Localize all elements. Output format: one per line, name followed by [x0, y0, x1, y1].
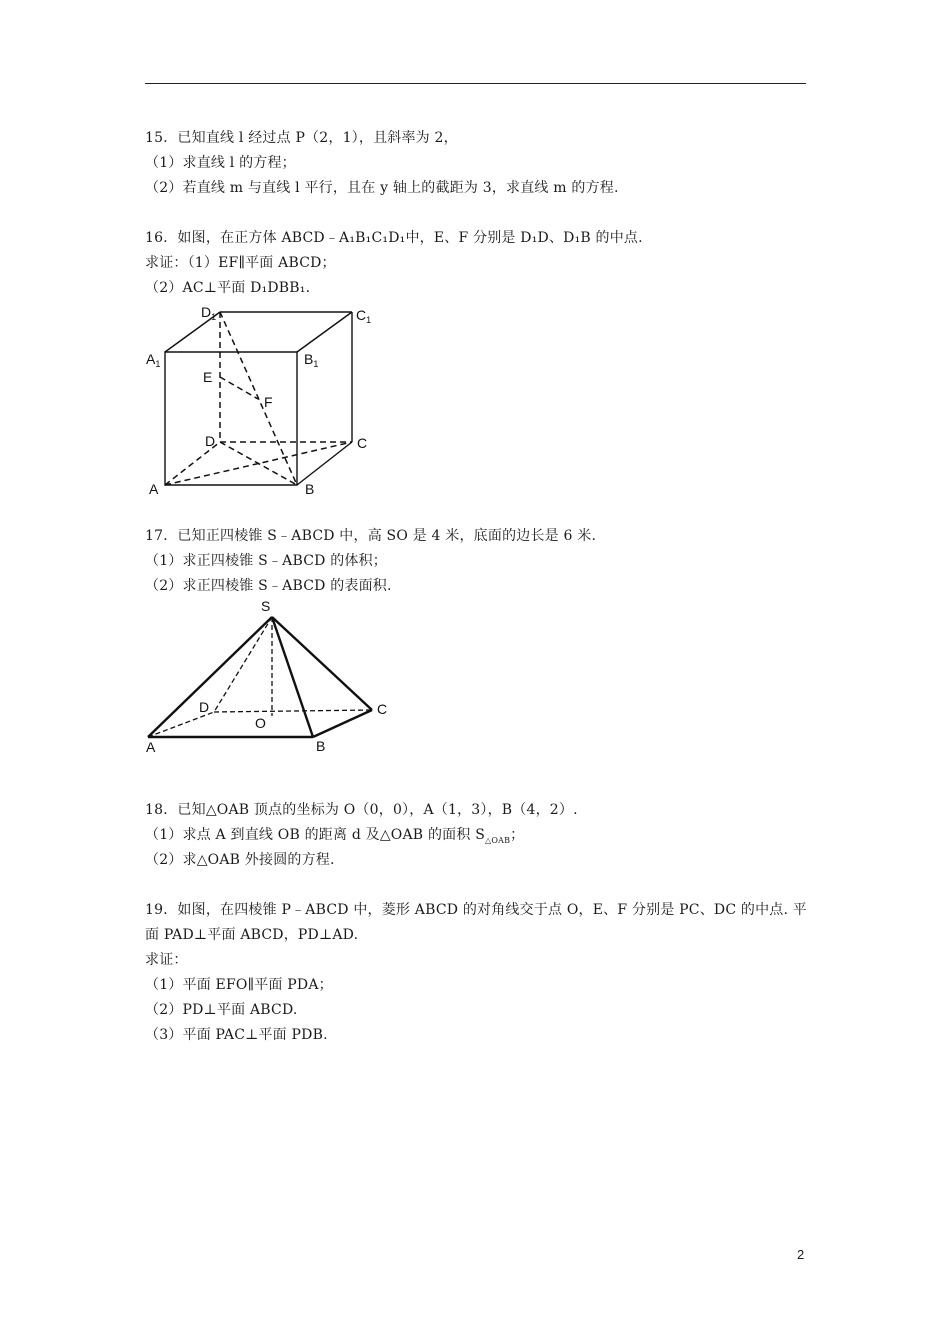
label-e: E [203, 369, 213, 385]
q19-proof-label: 求证： [145, 952, 188, 968]
q16-stem: 16．如图，在正方体 ABCD﹣A₁B₁C₁D₁中，E、F 分别是 D₁D、D₁B 的中点. [145, 230, 643, 246]
q15-stem: 15．已知直线 l 经过点 P（2，1），且斜率为 2， [145, 130, 458, 146]
label-b: B [305, 481, 315, 497]
label-b: B [316, 738, 326, 754]
label-o: O [255, 715, 266, 731]
label-d: D [205, 433, 216, 449]
q15-part1: （1）求直线 l 的方程； [145, 155, 296, 171]
q19-part2: （2）PD⊥平面 ABCD. [145, 1002, 298, 1018]
edge-b1-c1 [297, 312, 352, 352]
edge-s-a [148, 617, 272, 737]
edge-d-c-hidden [214, 710, 372, 712]
cube-figure [140, 298, 390, 503]
q18-stem: 18．已知△OAB 顶点的坐标为 O（0，0），A（1，3），B（4，2）. [145, 802, 578, 818]
label-c: C [357, 435, 368, 451]
page-number: 2 [797, 1247, 805, 1262]
q19-stem-line2: 面 PAD⊥平面 ABCD，PD⊥AD. [145, 927, 359, 943]
pyramid-figure [140, 595, 400, 760]
q19-stem-line1: 19．如图，在四棱锥 P﹣ABCD 中，菱形 ABCD 的对角线交于点 O，E、F 分别是 PC、DC 的中点. 平 [145, 902, 808, 918]
q17-part1: （1）求正四棱锥 S﹣ABCD 的体积； [145, 553, 387, 569]
q19-part3: （3）平面 PAC⊥平面 PDB. [145, 1027, 328, 1043]
q16-part2: （2）AC⊥平面 D₁DBB₁. [145, 280, 311, 296]
label-a1: $A_1$ [146, 351, 161, 369]
q15-part2: （2）若直线 m 与直线 l 平行，且在 y 轴上的截距为 3，求直线 m 的方程. [145, 180, 619, 196]
label-c: C [377, 701, 388, 717]
label-c1: $C_1$ [356, 307, 372, 325]
diagonal-d1-b [220, 312, 297, 485]
label-d: D [199, 699, 210, 715]
label-f: F [264, 394, 273, 410]
label-d1: $D_1$ [201, 304, 217, 322]
q16-part1: 求证：（1）EF∥平面 ABCD； [145, 255, 336, 271]
edge-a-d-hidden [148, 712, 214, 737]
q17-part2: （2）求正四棱锥 S﹣ABCD 的表面积. [145, 578, 392, 594]
q18-part1-text: （1）求点 A 到直线 OB 的距离 d 及△OAB 的面积 S [145, 827, 485, 843]
q19-part1: （1）平面 EFO∥平面 PDA； [145, 977, 333, 993]
cube-front-face [165, 352, 297, 485]
label-s: S [261, 598, 271, 614]
edge-b-c [313, 710, 372, 737]
label-b1: $B_1$ [304, 351, 319, 369]
segment-e-f [220, 377, 258, 399]
label-a: A [146, 739, 156, 755]
q18-part2: （2）求△OAB 外接圆的方程. [145, 852, 335, 868]
label-a: A [149, 481, 159, 497]
q18-part1-end: ； [510, 827, 525, 843]
header-rule [145, 83, 806, 84]
q17-stem: 17．已知正四棱锥 S﹣ABCD 中，高 SO 是 4 米，底面的边长是 6 米. [145, 528, 597, 544]
q18-area-subscript: △OAB [484, 835, 511, 845]
q18-part1 [145, 825, 524, 851]
